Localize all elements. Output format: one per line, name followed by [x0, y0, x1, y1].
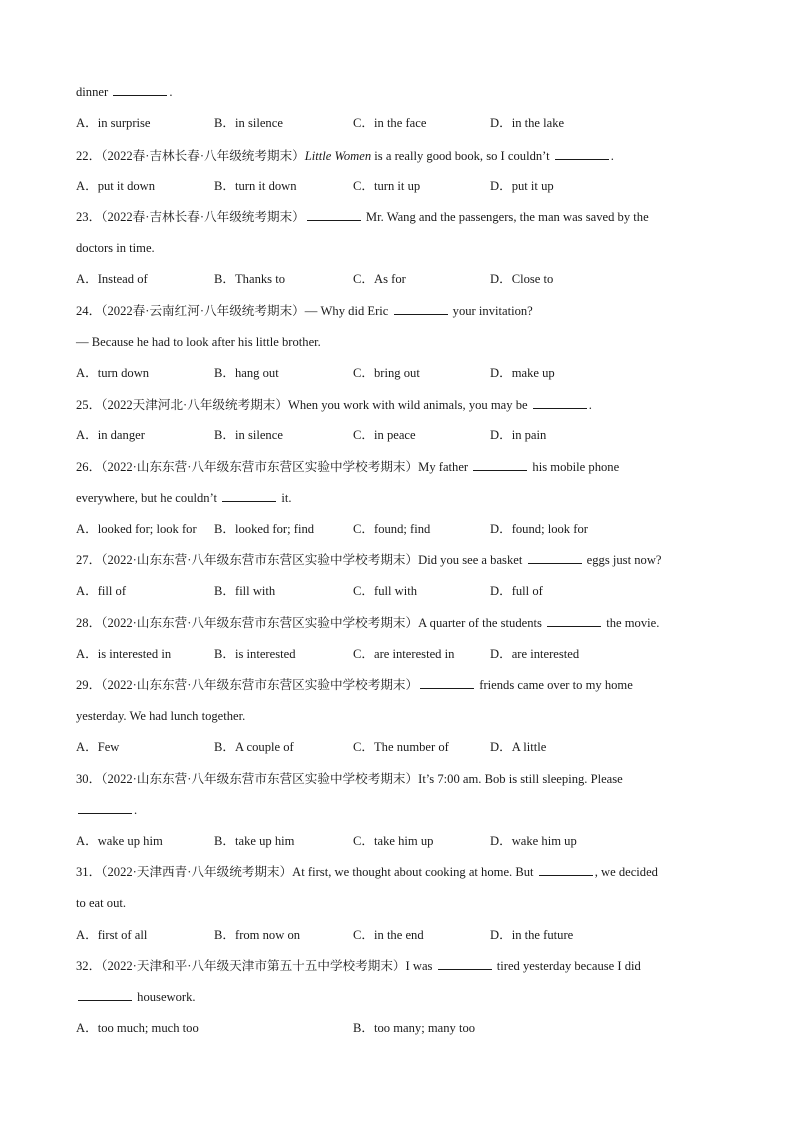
question-text: Little Women — [304, 149, 372, 163]
answer-option: B．fill with — [214, 584, 276, 598]
question-text-line — [76, 802, 137, 818]
answer-option: C．found; find — [353, 522, 431, 536]
answer-option: A．fill of — [76, 584, 127, 598]
option-row — [76, 365, 756, 381]
answer-blank — [547, 615, 601, 627]
question-text: the movie. — [603, 616, 660, 630]
answer-blank — [78, 989, 132, 1001]
question-text: 26．（2022·山东东营·八年级东营市东营区实验中学校考期末）My father — [76, 460, 472, 474]
question-text-line — [76, 895, 126, 911]
answer-option: D．in pain — [490, 428, 547, 442]
question-text: your invitation? — [449, 304, 533, 318]
question-text: it. — [278, 491, 292, 505]
option-row — [76, 521, 756, 537]
answer-option: D．put it up — [490, 179, 554, 193]
question-text: 25．（2022天津河北·八年级统考期末）When you work with wild animals, you may be — [76, 398, 531, 412]
answer-option: A．too much; much too — [76, 1021, 199, 1035]
question-text-line — [76, 490, 292, 506]
question-text: 31．（2022·天津西青·八年级统考期末）At first, we thought about cooking at home. But — [76, 865, 537, 879]
answer-option: B．is interested — [214, 647, 296, 661]
question-text: 22．（2022春·吉林长春·八年级统考期末） — [76, 149, 305, 163]
answer-option: C．in the face — [353, 116, 427, 130]
answer-option: B．looked for; find — [214, 522, 315, 536]
answer-option: B．Thanks to — [214, 272, 286, 286]
answer-option: C．full with — [353, 584, 418, 598]
answer-option: D．found; look for — [490, 522, 588, 536]
question-text: housework. — [134, 990, 196, 1004]
answer-option: A．put it down — [76, 179, 156, 193]
option-row — [76, 427, 756, 443]
answer-option: B．hang out — [214, 366, 279, 380]
answer-option: A．first of all — [76, 928, 148, 942]
answer-option: D．are interested — [490, 647, 580, 661]
answer-option: D．make up — [490, 366, 555, 380]
answer-blank — [78, 802, 132, 814]
question-text: 27．（2022·山东东营·八年级东营市东营区实验中学校考期末）Did you see a basket — [76, 553, 526, 567]
question-text-line — [76, 397, 592, 413]
question-text-line — [76, 459, 619, 475]
question-text: , we decided — [594, 865, 658, 879]
answer-option: C．bring out — [353, 366, 420, 380]
answer-option: A．is interested in — [76, 647, 172, 661]
answer-blank — [528, 552, 582, 564]
answer-option: C．turn it up — [353, 179, 421, 193]
question-text: — Because he had to look after his little brother. — [76, 335, 321, 349]
question-text-line — [76, 708, 245, 724]
question-text: 30．（2022·山东东营·八年级东营市东营区实验中学校考期末）It’s 7:00 am. Bob is still sleeping. Please — [76, 772, 623, 786]
answer-blank — [394, 303, 448, 315]
question-text: 23．（2022春·吉林长春·八年级统考期末） — [76, 210, 305, 224]
answer-blank — [307, 209, 361, 221]
answer-option: C．The number of — [353, 740, 449, 754]
option-row — [76, 178, 756, 194]
answer-option: D．wake him up — [490, 834, 577, 848]
answer-option: B．turn it down — [214, 179, 297, 193]
answer-blank — [113, 84, 167, 96]
question-text: is a really good book, so I couldn’t — [371, 149, 553, 163]
question-text-line — [76, 148, 614, 164]
question-text: to eat out. — [76, 896, 127, 910]
question-text: doctors in time. — [76, 241, 155, 255]
question-text: . — [610, 149, 614, 163]
question-text: yesterday. We had lunch together. — [76, 709, 246, 723]
question-text-line — [76, 958, 641, 974]
option-row — [76, 927, 756, 943]
question-text: 24．（2022春·云南红河·八年级统考期末）— Why did Eric — [76, 304, 392, 318]
option-row — [76, 271, 756, 287]
question-text-line — [76, 864, 658, 880]
answer-option: A．in danger — [76, 428, 145, 442]
question-text: 28．（2022·山东东营·八年级东营市东营区实验中学校考期末）A quarter of the students — [76, 616, 546, 630]
answer-option: D．in the lake — [490, 116, 565, 130]
question-text-line — [76, 240, 155, 256]
question-text-line — [76, 303, 533, 319]
answer-blank — [222, 490, 276, 502]
question-text-line — [76, 84, 172, 100]
answer-option: A．looked for; look for — [76, 522, 197, 536]
question-text-line — [76, 334, 321, 350]
question-text: 32．（2022·天津和平·八年级天津市第五十五中学校考期末）I was — [76, 959, 436, 973]
option-row — [76, 115, 756, 131]
answer-option: C．in the end — [353, 928, 424, 942]
option-row — [76, 583, 756, 599]
option-row — [76, 833, 756, 849]
question-text: dinner — [76, 85, 112, 99]
answer-blank — [539, 864, 593, 876]
question-text-line — [76, 209, 649, 225]
question-text-line — [76, 989, 196, 1005]
question-text: tired yesterday because I did — [493, 959, 641, 973]
answer-blank — [555, 148, 609, 160]
question-text: Mr. Wang and the passengers, the man was saved by the — [362, 210, 649, 224]
answer-option: A．in surprise — [76, 116, 151, 130]
answer-option: D．full of — [490, 584, 543, 598]
question-text: his mobile phone — [529, 460, 620, 474]
option-row — [76, 739, 756, 755]
answer-blank — [438, 958, 492, 970]
answer-option: A．wake up him — [76, 834, 163, 848]
question-text: friends came over to my home — [476, 678, 633, 692]
answer-option: C．take him up — [353, 834, 434, 848]
question-text-line — [76, 677, 633, 693]
option-row — [76, 1020, 756, 1036]
answer-option: B．in silence — [214, 428, 283, 442]
question-text: eggs just now? — [583, 553, 662, 567]
question-text: . — [588, 398, 592, 412]
answer-option: B．A couple of — [214, 740, 294, 754]
answer-option: C．in peace — [353, 428, 416, 442]
answer-blank — [473, 459, 527, 471]
question-text-line — [76, 615, 659, 631]
answer-blank — [533, 397, 587, 409]
answer-option: D．A little — [490, 740, 547, 754]
answer-option: D．Close to — [490, 272, 554, 286]
answer-option: B．in silence — [214, 116, 283, 130]
option-row — [76, 646, 756, 662]
answer-option: A．turn down — [76, 366, 150, 380]
answer-option: C．As for — [353, 272, 406, 286]
question-text: . — [134, 803, 138, 817]
answer-blank — [420, 677, 474, 689]
answer-option: A．Instead of — [76, 272, 148, 286]
answer-option: A．Few — [76, 740, 120, 754]
answer-option: B．from now on — [214, 928, 301, 942]
answer-option: B．take up him — [214, 834, 295, 848]
question-text-line — [76, 771, 623, 787]
answer-option: C．are interested in — [353, 647, 455, 661]
question-text: . — [169, 85, 173, 99]
question-text-line — [76, 552, 662, 568]
answer-option: B．too many; many too — [353, 1021, 476, 1035]
question-text: everywhere, but he couldn’t — [76, 491, 221, 505]
answer-option: D．in the future — [490, 928, 574, 942]
question-text: 29．（2022·山东东营·八年级东营市东营区实验中学校考期末） — [76, 678, 419, 692]
